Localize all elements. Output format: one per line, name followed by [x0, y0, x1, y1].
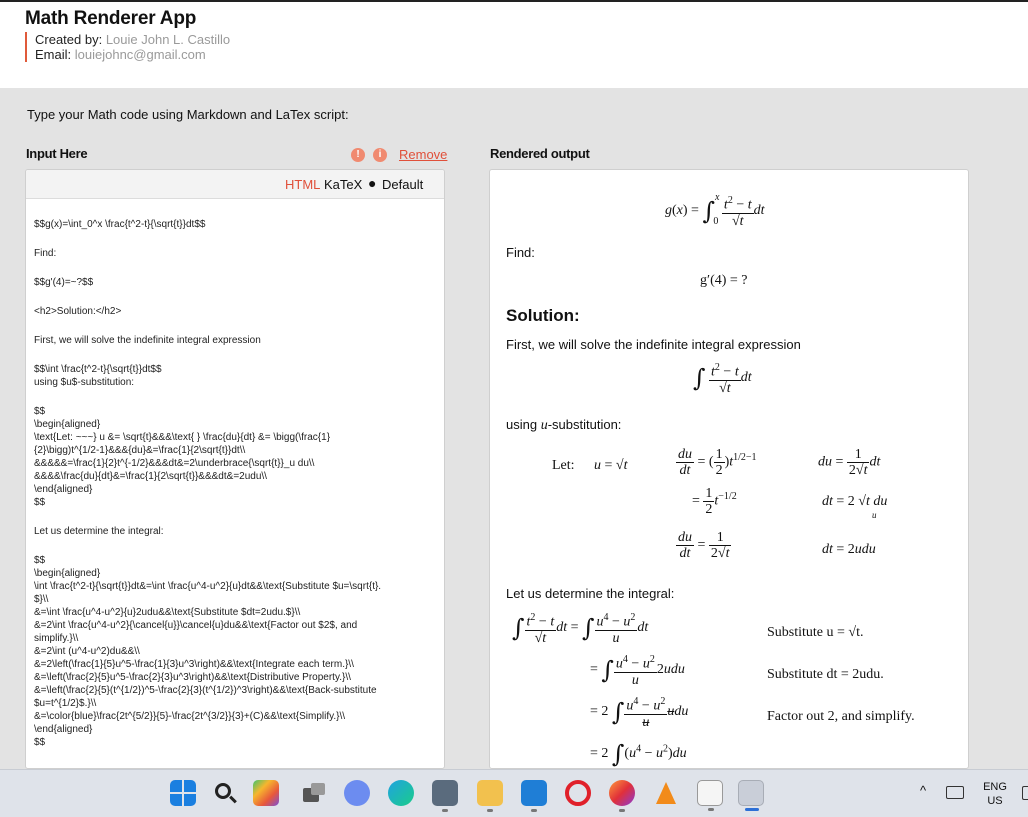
math-step-1: ∫ $\frac{t^2 - t}{√t}$ dt = ∫ $\frac{u^4 - u^2}{u}$ dt	[512, 612, 649, 646]
code-line: \int \frac{t^2-t}{\sqrt{t}}dt&=\int \frac{u^4-u^2}{u}dt&&\text{Substitute $u=\sqrt{t}.	[34, 581, 382, 592]
math-du-1: du = $\frac{1}{2√t}$ dt	[818, 447, 881, 478]
snipping-tool-icon[interactable]	[738, 780, 764, 806]
app-title: Math Renderer App	[25, 8, 197, 29]
math-step-4: = 2 $\int(u^4 - u^2)du$	[590, 740, 687, 768]
math-step-3: = 2 ∫ $\frac{u^4 - u^2}{u}$ udu	[590, 696, 689, 730]
code-line: &=\color{blue}\frac{2t^{5/2}}{5}-\frac{2t^{3/2}}{3}+(C)&&\text{Simplify.}\\	[34, 711, 346, 722]
code-line: \text{Let: ~~~} u &= \sqrt{t}&&&\text{ } \frac{du}{dt} &= \bigg(\frac{1}	[34, 432, 331, 443]
remove-link[interactable]: Remove	[399, 147, 448, 162]
math-step-2: = ∫ $\frac{u^4 - u^2}{u}$ 2udu	[590, 654, 685, 688]
instruction-text: Type your Math code using Markdown and LaTex script:	[27, 107, 349, 122]
rendered-output	[489, 169, 969, 769]
mode-bullet-icon: ●	[368, 175, 377, 191]
code-block	[34, 554, 436, 749]
code-line: &=2\left(\frac{1}{5}u^5-\frac{1}{3}u^3\right)&&\text{Integrate each term.}\\	[34, 659, 354, 670]
created-by-value: Louie John L. Castillo	[105, 32, 231, 47]
code-line: using $u$-substitution:	[34, 377, 135, 388]
code-line: simplify.}\\	[34, 633, 79, 644]
firefox-icon[interactable]	[609, 780, 635, 806]
code-line: <h2>Solution:</h2>	[34, 306, 122, 317]
first-text: First, we will solve the indefinite integral expression	[506, 337, 801, 352]
windows-taskbar	[0, 769, 1028, 817]
default-mode-option[interactable]: Default	[382, 177, 424, 192]
html-mode-option[interactable]: HTML	[285, 177, 321, 192]
file-explorer-icon[interactable]	[477, 780, 503, 806]
language-indicator[interactable]	[978, 780, 1012, 808]
code-block	[34, 405, 436, 509]
code-line: &=2\int (u^4-u^2)du&&\\	[34, 646, 140, 657]
created-by-label: Created by:	[35, 32, 103, 47]
math-half-t: = $\frac{1}{2}$ $t^{-1/2}$	[692, 486, 737, 517]
copilot-icon[interactable]	[253, 780, 279, 806]
notepad-icon[interactable]	[697, 780, 723, 806]
code-line: $$	[34, 737, 46, 748]
input-toolbar	[26, 170, 444, 199]
code-line: \end{aligned}	[34, 484, 93, 495]
vlc-icon[interactable]	[653, 780, 679, 806]
language-code: ENG	[983, 781, 1007, 793]
region-code: US	[987, 795, 1003, 807]
code-line: $$g'(4)=~?$$	[34, 277, 94, 288]
math-gprime: g′(4) = ?	[700, 273, 748, 288]
input-heading: Input Here	[26, 146, 88, 161]
step-1-note: Substitute u = √t.	[767, 625, 864, 640]
using-suffix: -substitution:	[547, 417, 622, 432]
let-label: Let:	[552, 458, 575, 473]
using-variable: u	[540, 418, 548, 433]
using-substitution-text	[506, 417, 621, 434]
code-line: $$	[34, 497, 46, 508]
opera-icon[interactable]	[565, 780, 591, 806]
katex-mode-option[interactable]: KaTeX	[324, 177, 363, 192]
code-line: &&&&&=\frac{1}{2}t^{-1/2}&&&dt&=2\underbrace{\sqrt{t}}_u du\\	[34, 458, 315, 469]
code-line: $$	[34, 406, 46, 417]
code-line: &=2\int \frac{u^4-u^2}{\cancel{u}}\cancel{u}du&&\text{Factor out $2$, and	[34, 620, 358, 631]
code-line: $$	[34, 555, 46, 566]
notification-icon[interactable]	[1022, 786, 1028, 800]
store-icon[interactable]	[432, 780, 458, 806]
keyboard-icon[interactable]	[946, 786, 964, 799]
math-u-sqrt-t: u = √t	[594, 458, 628, 473]
using-text: using	[506, 417, 538, 432]
code-line: Find:	[34, 248, 57, 259]
input-editor[interactable]	[25, 169, 445, 769]
code-line: \end{aligned}	[34, 724, 93, 735]
code-block	[34, 363, 436, 389]
code-line: {2}\bigg)t^{1/2-1}&&&{du}&=\frac{1}{2\sqrt{t}}dt\\	[34, 445, 246, 456]
code-textarea[interactable]	[26, 199, 444, 749]
code-line: Let us determine the integral:	[34, 526, 164, 537]
email-label: Email:	[35, 47, 72, 62]
step-3-note: Factor out 2, and simplify.	[767, 709, 915, 724]
info-icon[interactable]: i	[373, 148, 387, 162]
code-line: &=\int \frac{u^4-u^2}{u}2udu&&\text{Substitute $dt=2udu.$}\\	[34, 607, 301, 618]
edge-icon[interactable]	[388, 780, 414, 806]
code-line: $$\int \frac{t^2-t}{\sqrt{t}}dt$$	[34, 364, 162, 375]
code-line: $$g(x)=\int_0^x \frac{t^2-t}{\sqrt{t}}dt$$	[34, 219, 206, 230]
widgets-icon[interactable]	[344, 780, 370, 806]
code-line: &&&&\frac{du}{dt}&=\frac{1}{2\sqrt{t}}&&&dt&=2udu\\	[34, 471, 267, 482]
search-icon[interactable]	[212, 780, 238, 806]
app-header	[0, 2, 1028, 88]
code-line: $u=t^{1/2}$.}\\	[34, 698, 97, 709]
find-text: Find:	[506, 245, 535, 260]
code-line: \begin{aligned}	[34, 419, 101, 430]
solution-heading: Solution:	[506, 306, 580, 325]
math-indefinite-integral: ∫ $\frac{t^2 - t}{√t}$ dt	[693, 362, 752, 396]
code-line: &=\left(\frac{2}{5}u^5-\frac{2}{3}u^3\right)&&\text{Distributive Property.}\\	[34, 672, 351, 683]
math-du-dt-2: $\frac{du}{dt}$ = $\frac{1}{2√t}$	[678, 530, 730, 561]
author-credits	[25, 32, 230, 62]
windows-icon[interactable]	[170, 780, 196, 806]
math-du-dt-1: $\frac{du}{dt}$ = ( $\frac{1}{2}$ )$t^{1/2-1}$	[678, 447, 757, 478]
determine-text: Let us determine the integral:	[506, 586, 675, 601]
tray-chevron-icon[interactable]: ^	[920, 783, 927, 798]
math-dt-underbrace: dt = 2 √t du u	[822, 494, 888, 520]
vscode-icon[interactable]	[521, 780, 547, 806]
step-2-note: Substitute dt = 2udu.	[767, 667, 884, 682]
code-line: $}\\	[34, 594, 49, 605]
email-value: louiejohnc@gmail.com	[74, 47, 206, 62]
task-view-icon[interactable]	[301, 780, 327, 806]
math-dt-2udu: dt = 2udu	[822, 542, 876, 557]
code-line: First, we will solve the indefinite integral expression	[34, 335, 261, 346]
code-line: \begin{aligned}	[34, 568, 101, 579]
math-gx-definition: g(x) = ∫$^x_0$ $\frac{t^2 - t}{√t}$ dt	[665, 192, 765, 229]
output-heading: Rendered output	[490, 146, 590, 161]
alert-icon[interactable]: !	[351, 148, 365, 162]
code-line: &=\left(\frac{2}{5}(t^{1/2})^5-\frac{2}{3}(t^{1/2})^3\right)&&\text{Back-substitute	[34, 685, 377, 696]
workspace	[0, 88, 1028, 769]
